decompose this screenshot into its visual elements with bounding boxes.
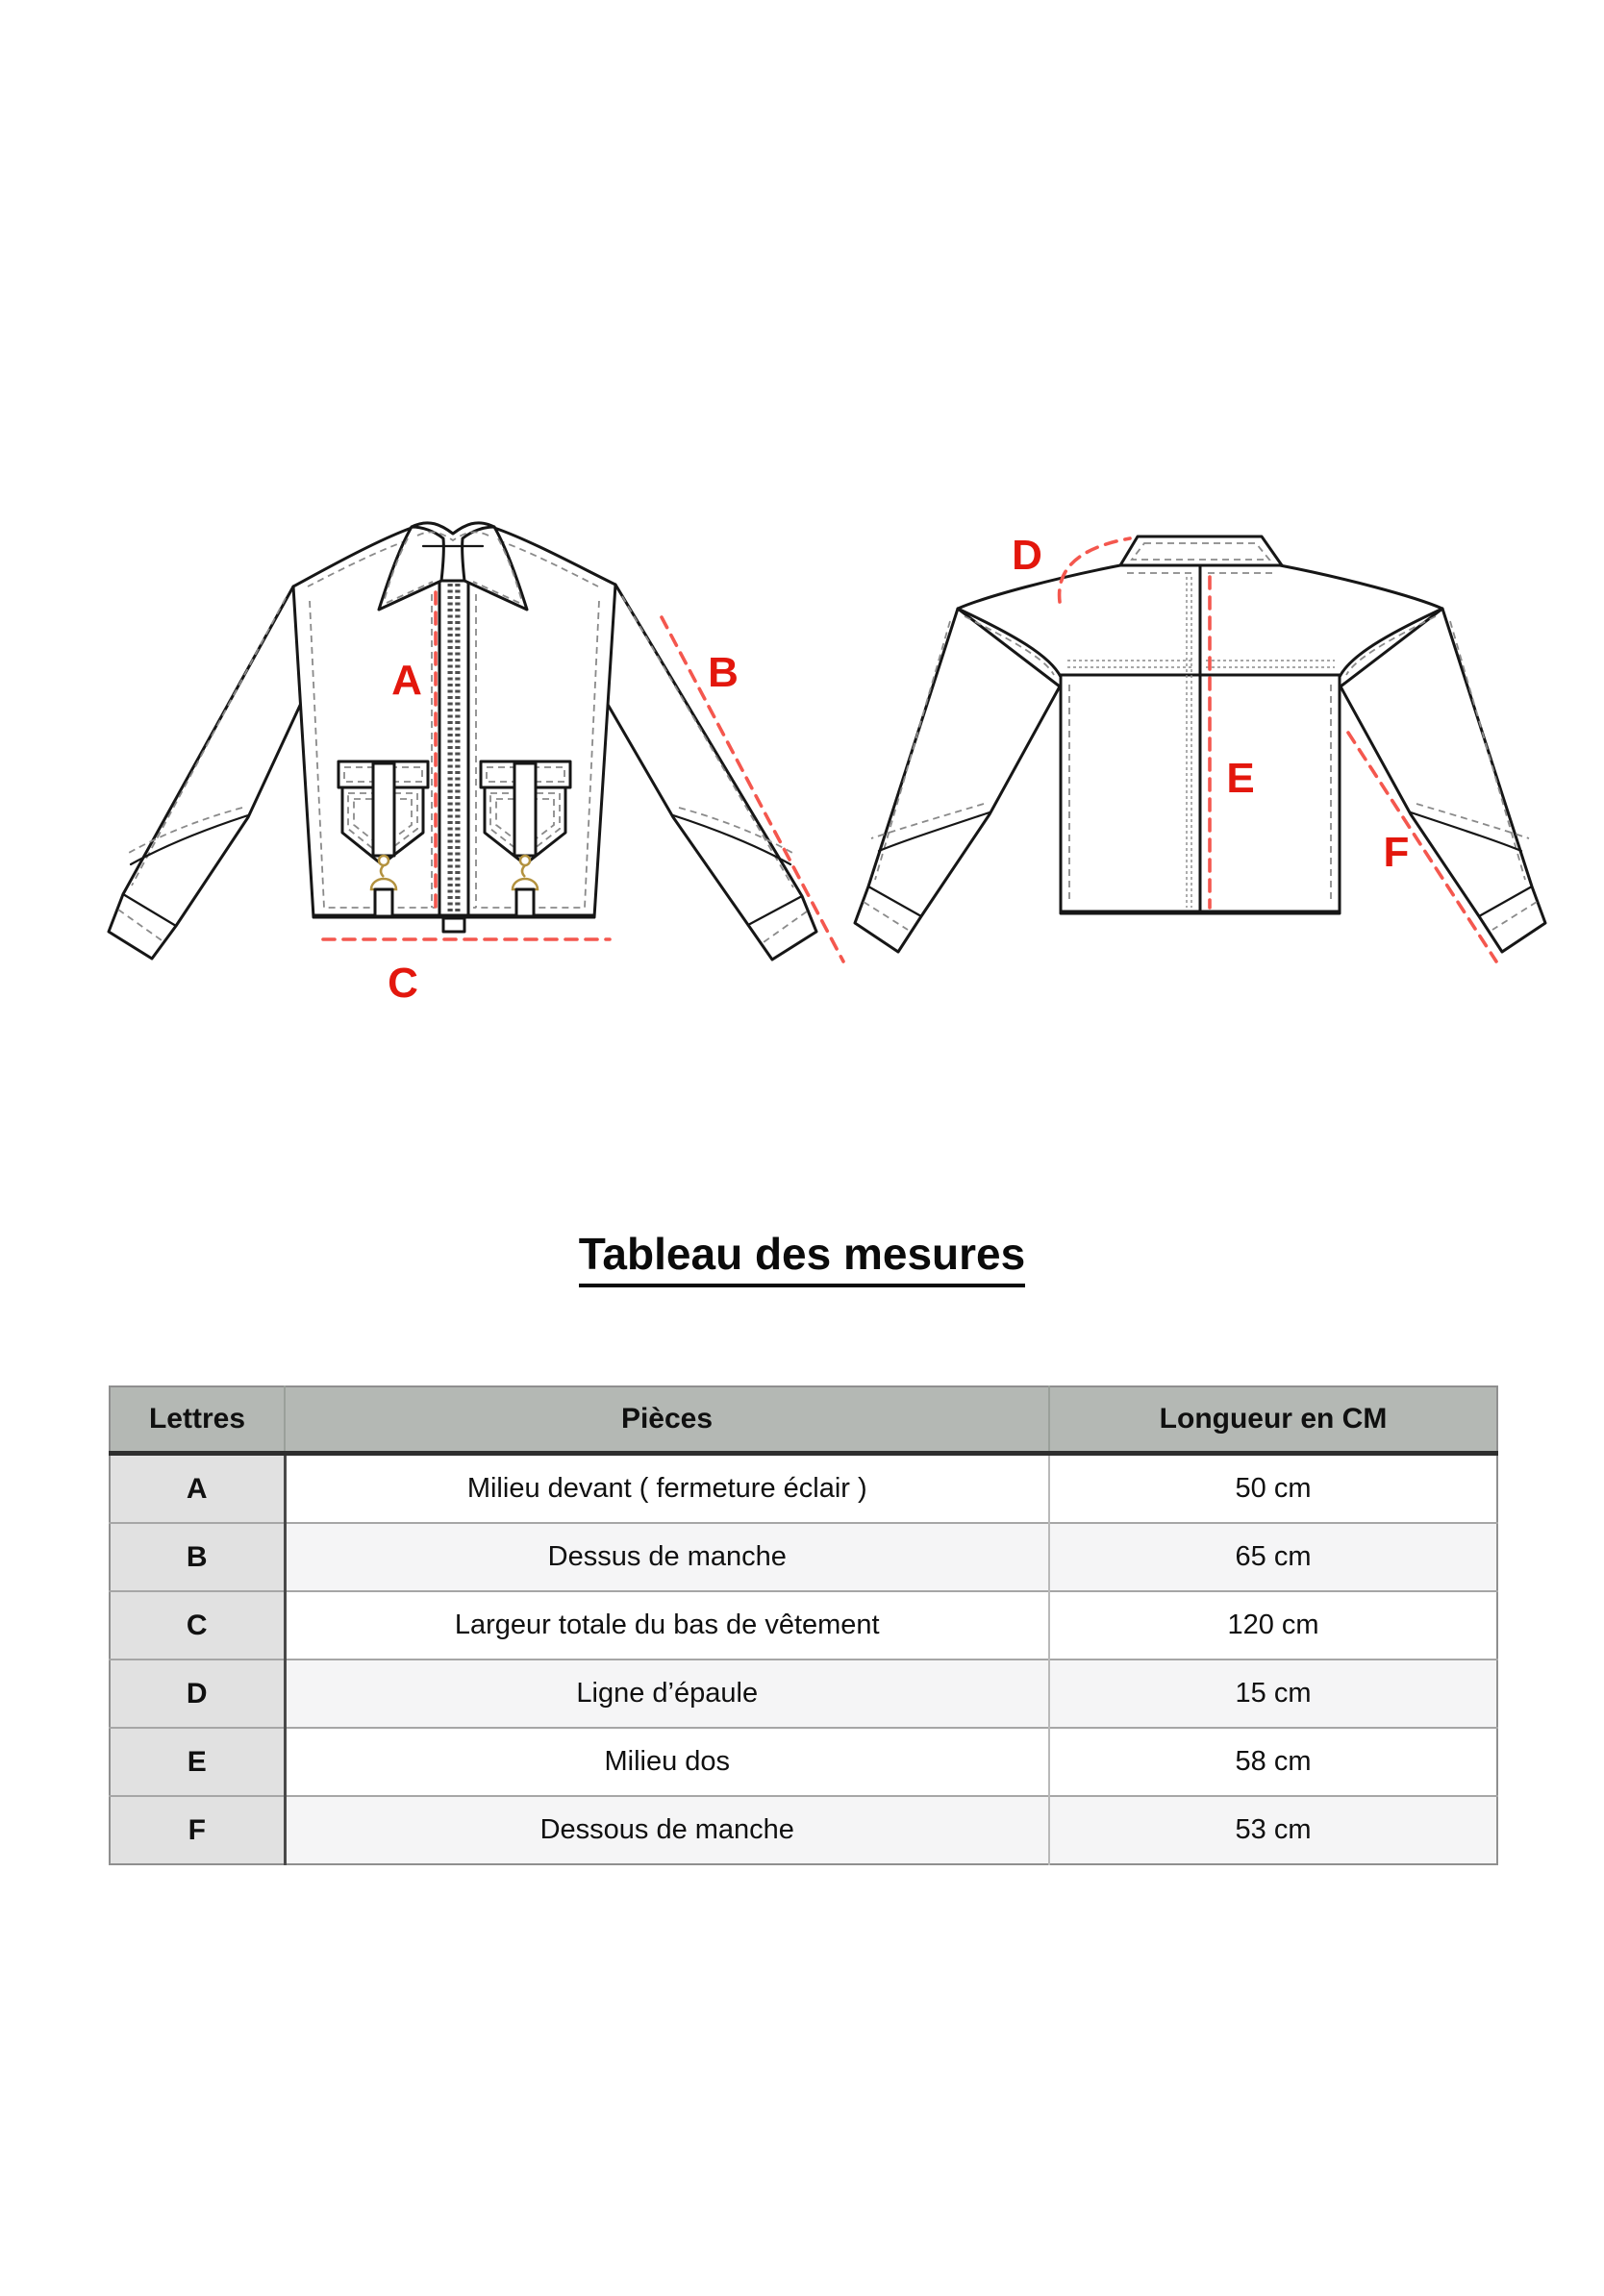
table-header-row bbox=[110, 1386, 1497, 1454]
cell-piece: Ligne d’épaule bbox=[285, 1660, 1049, 1728]
page-title bbox=[0, 1228, 1604, 1280]
pocket-pull-loop bbox=[371, 879, 396, 889]
jacket-flats-illustration bbox=[0, 452, 1604, 1077]
measure-letter-a: A bbox=[391, 657, 422, 704]
table-row-a bbox=[110, 1454, 1497, 1524]
cell-letter: E bbox=[110, 1728, 285, 1796]
jacket-front-view bbox=[109, 523, 843, 1007]
cell-length: 65 cm bbox=[1049, 1523, 1497, 1591]
pocket-ring bbox=[379, 856, 388, 865]
pocket-pull-tab bbox=[375, 889, 392, 916]
pocket-pull-tab bbox=[516, 889, 534, 916]
front-right-sleeve bbox=[596, 585, 816, 960]
cell-length: 120 cm bbox=[1049, 1591, 1497, 1660]
table-row-f bbox=[110, 1796, 1497, 1864]
pocket-strap bbox=[514, 763, 536, 856]
pocket-hook bbox=[381, 865, 384, 877]
pocket-pull-loop bbox=[513, 879, 538, 889]
cell-letter: B bbox=[110, 1523, 285, 1591]
pocket-hook bbox=[522, 865, 525, 877]
cell-piece: Milieu devant ( fermeture éclair ) bbox=[285, 1454, 1049, 1524]
table-row-b bbox=[110, 1523, 1497, 1591]
cell-letter: A bbox=[110, 1454, 285, 1524]
cell-length: 50 cm bbox=[1049, 1454, 1497, 1524]
cell-length: 53 cm bbox=[1049, 1796, 1497, 1864]
table-row-d bbox=[110, 1660, 1497, 1728]
measure-letter-c: C bbox=[388, 960, 418, 1007]
jacket-back-view bbox=[855, 532, 1545, 961]
measure-letter-e: E bbox=[1226, 755, 1255, 802]
header-pieces: Pièces bbox=[285, 1386, 1049, 1454]
measure-letter-d: D bbox=[1012, 532, 1042, 579]
pocket-ring bbox=[520, 856, 530, 865]
header-length: Longueur en CM bbox=[1049, 1386, 1497, 1454]
table-row-c bbox=[110, 1591, 1497, 1660]
zipper-bottom-stop bbox=[443, 918, 464, 932]
back-right-sleeve bbox=[1341, 609, 1545, 952]
page-title-text: Tableau des mesures bbox=[579, 1229, 1025, 1287]
back-left-sleeve bbox=[855, 609, 1060, 952]
back-collar-stand bbox=[1120, 537, 1282, 565]
cell-piece: Dessus de manche bbox=[285, 1523, 1049, 1591]
cell-piece: Largeur totale du bas de vêtement bbox=[285, 1591, 1049, 1660]
cell-letter: D bbox=[110, 1660, 285, 1728]
pocket-strap bbox=[373, 763, 394, 856]
cell-letter: F bbox=[110, 1796, 285, 1864]
cell-length: 58 cm bbox=[1049, 1728, 1497, 1796]
cell-length: 15 cm bbox=[1049, 1660, 1497, 1728]
measurements-table bbox=[109, 1385, 1498, 1865]
cell-letter: C bbox=[110, 1591, 285, 1660]
measure-letter-b: B bbox=[708, 649, 739, 696]
cell-piece: Milieu dos bbox=[285, 1728, 1049, 1796]
cell-piece: Dessous de manche bbox=[285, 1796, 1049, 1864]
header-letters: Lettres bbox=[110, 1386, 285, 1454]
table-row-e bbox=[110, 1728, 1497, 1796]
measure-letter-f: F bbox=[1383, 829, 1410, 876]
